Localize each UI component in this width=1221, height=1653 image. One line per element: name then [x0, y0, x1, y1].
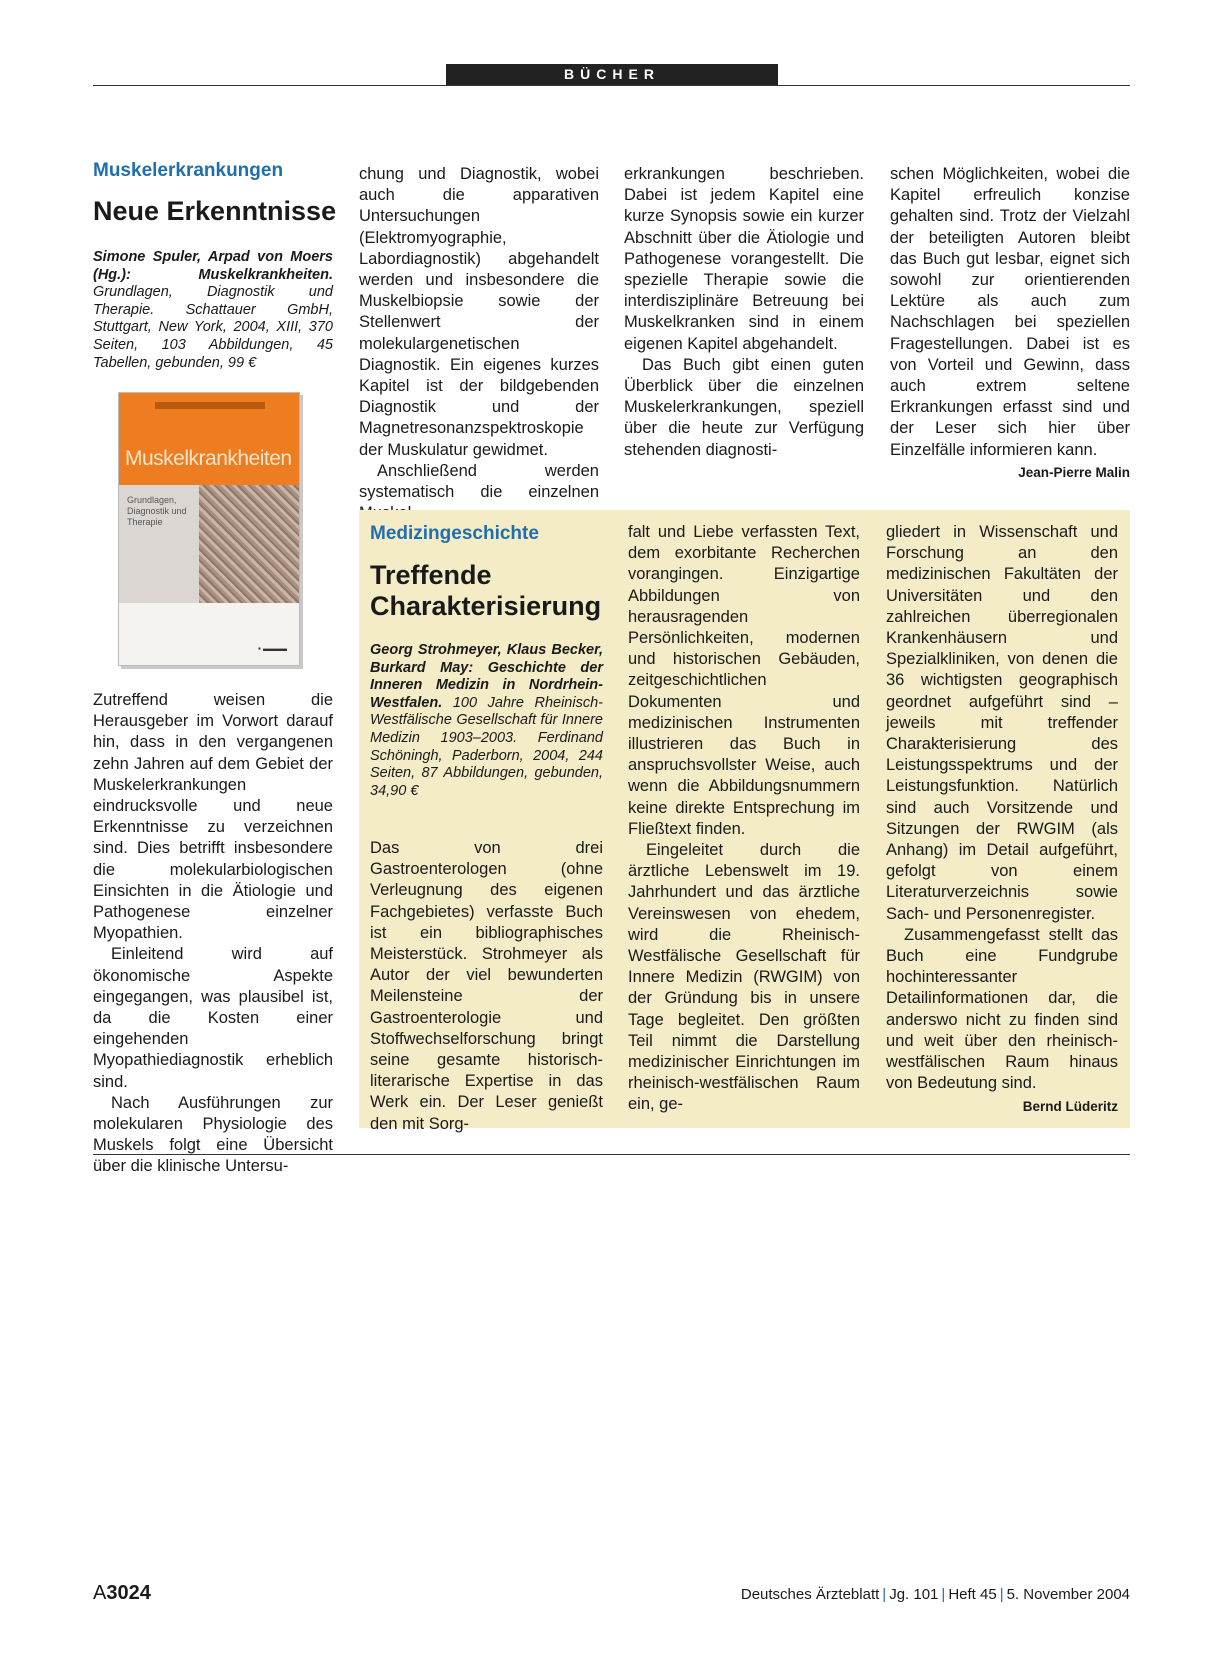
paragraph: falt und Liebe verfassten Text, dem exorbitante Recherchen vorangingen. Einzigartige Abbildungen von herausragenden Persönlichkeiten, modernen und historischen Gebäuden, zeitgeschichtlichen Dokumenten und medizinischen Instrumenten illustrieren das Buch in anspruchsvollster Weise, auch wenn die Abbildungsnummern keine direkte Entsprechung im Fließtext finden. [628, 523, 860, 838]
review1-column-4 [890, 164, 1130, 483]
cover-authors-bar [155, 402, 265, 409]
cover-footer [119, 603, 299, 665]
paragraph: Nach Ausführungen zur molekularen Physiologie des Muskels folgt eine Übersicht über die klinische Untersu- [93, 1093, 333, 1176]
review2-author: Bernd Lüderitz [1022, 1099, 1118, 1115]
review2-column-1 [370, 838, 603, 1135]
separator: | [882, 1586, 887, 1603]
paragraph: Das von drei Gastroenterologen (ohne Verleugnung des eigenen Fachgebietes) verfasste Buch ist ein bibliographisches Meisterstück. Strohmeyer als Autor der viel bewunderten Meilensteine der Gastroenterologie und Stoffwechselforschung bringt seine gesamte historisch-literarische Expertise in das Werk ein. Der Leser genießt den mit Sorg- [370, 839, 603, 1133]
journal-citation [741, 1586, 1130, 1603]
review1-column-3 [624, 164, 864, 461]
bottom-rule [93, 1154, 1130, 1155]
journal-date: 5. November 2004 [1006, 1586, 1130, 1603]
paragraph: schen Möglichkeiten, wobei die Kapitel erfreulich konzise gehalten sind. Trotz der Vielzahl der beteiligten Autoren bleibt das Buch gut lesbar, eignet sich sowohl zur orientierenden Lektüre als auch zum Nachschlagen bei speziellen Fragestellungen. Dabei ist es von Vorteil und Gewinn, dass auch extrem seltene Erkrankungen erfasst sind und der Leser sich hier über Einzelfälle informieren kann. [890, 165, 1130, 459]
review2-headline-line1: Treffende [370, 560, 492, 590]
review1-biblio-title: Simone Spuler, Arpad von Moers (Hg.): Muskelkrankheiten. [93, 249, 333, 283]
page-number-value: 3024 [106, 1582, 151, 1604]
page-number [93, 1582, 151, 1605]
paragraph: chung und Diagnostik, wobei auch die apparativen Untersuchungen (Elektromyographie, Labordiagnostik) abgehandelt werden und insbesondere die Muskelbiopsie sowie der Stellenwert der molekulargenetischen Diagnostik. Ein eigenes kurzes Kapitel ist der bildgebenden Diagnostik und der Magnetresonanzspektroskopie der Muskulatur gewidmet. [359, 165, 599, 459]
paragraph: Eingeleitet durch die ärztliche Lebenswelt im 19. Jahrhundert und das ärztliche Vereinswesen von ehedem, wird die Rheinisch-Westfälische Gesellschaft für Innere Medizin (RWGIM) von der Gründung bis in unsere Tage begleitet. Den größten Teil nimmt die Darstellung medizinischer Einrichtungen im rheinisch-westfälischen Raum ein, ge- [628, 841, 860, 1114]
journal-name: Deutsches Ärzteblatt [740, 1586, 880, 1603]
paragraph: Zutreffend weisen die Herausgeber im Vorwort darauf hin, dass in den vergangenen zehn Jahren auf dem Gebiet der Muskelerkrankungen eindrucksvolle und neue Erkenntnisse zu verzeichnen sind. Dies betrifft insbesondere die molekularbiologischen Einsichten in die Ätiologie und Pathogenese einzelner Myopathien. [93, 691, 333, 943]
header-rule [93, 85, 1130, 86]
review2-headline-line2: Charakterisierung [370, 591, 602, 621]
review2-column-3 [886, 522, 1118, 1118]
review1-author: Jean-Pierre Malin [1018, 464, 1130, 480]
paragraph: gliedert in Wissenschaft und Forschung an den medizinischen Fakultäten der Universitäten und den zahlreichen überregionalen Krankenhäusern und Spezialkliniken, von denen die 36 wichtigsten geographisch geordnet aufgeführt sind – jeweils mit treffender Charakterisierung des Leistungsspektrums und der Leistungsfunktion. Natürlich sind auch Vorsitzende und Sitzungen der RWGIM (als Anhang) im Detail aufgeführt, gefolgt von einem Literaturverzeichnis sowie Sach- und Personenregister. [886, 523, 1118, 923]
section-label: BÜCHER [446, 64, 778, 85]
review1-rubric: Muskelerkrankungen [93, 160, 284, 181]
review2-bibliography [370, 642, 603, 800]
review2-biblio-details: 100 Jahre Rheinisch-Westfälische Gesellschaft für Innere Medizin 1903–2003. Ferdinand Schöningh, Paderborn, 2004, 244 Seiten, 87 Abbildungen, gebunden, 34,90 € [370, 694, 603, 799]
page-prefix: A [93, 1582, 107, 1604]
review1-column-1 [93, 690, 333, 1178]
review1-biblio-details: Grundlagen, Diagnostik und Therapie. Schattauer GmbH, Stuttgart, New York, 2004, XIII, 370 Seiten, 103 Abbildungen, 45 Tabellen, gebunden, 99 € [93, 284, 333, 371]
review2-column-2 [628, 522, 860, 1116]
review2-headline [370, 560, 601, 622]
review1-headline: Neue Erkenntnisse [93, 196, 337, 226]
separator: | [941, 1586, 946, 1603]
paragraph: Zusammengefasst stellt das Buch eine Fundgrube hochinteressanter Detailinformationen dar, die anderswo nicht zu finden sind und weit über den rheinisch-westfälischen Raum hinaus von Bedeutung sind. [886, 925, 1118, 1093]
review1-column-2 [359, 164, 599, 524]
cover-subtitle: Grundlagen, Diagnostik und Therapie [127, 495, 187, 527]
paragraph: erkrankungen beschrieben. Dabei ist jedem Kapitel eine kurze Synopsis sowie ein kurzer Abschnitt über die Ätiologie und Pathogenese vorangestellt. Die spezielle Therapie sowie die interdisziplinäre Betreuung bei Muskelkranken sind in einem eigenen Kapitel abgehandelt. [624, 165, 864, 353]
separator: | [999, 1586, 1004, 1603]
cover-publisher-mark: ▪ ▬▬▬ [257, 644, 287, 653]
paragraph: Einleitend wird auf ökonomische Aspekte eingegangen, was plausibel ist, da die Kosten einer eingehenden Myopathiediagnostik erheblich sind. [93, 945, 333, 1091]
review2-biblio-title: Georg Strohmeyer, Klaus Becker, Burkard May: Geschichte der Inneren Medizin in Nordrhein-Westfalen. [370, 642, 603, 711]
book-cover-image [118, 392, 300, 666]
paragraph: Das Buch gibt einen guten Überblick über die einzelnen Muskelerkrankungen, speziell über die heute zur Verfügung stehenden diagnosti- [624, 355, 864, 459]
journal-volume: Jg. 101 [889, 1586, 939, 1603]
review2-rubric: Medizingeschichte [370, 523, 539, 544]
journal-issue: Heft 45 [948, 1586, 997, 1603]
cover-title: Muskelkrankheiten [125, 447, 292, 470]
paragraph: Anschließend werden systematisch die einzelnen [359, 461, 599, 502]
review1-bibliography [93, 249, 333, 372]
